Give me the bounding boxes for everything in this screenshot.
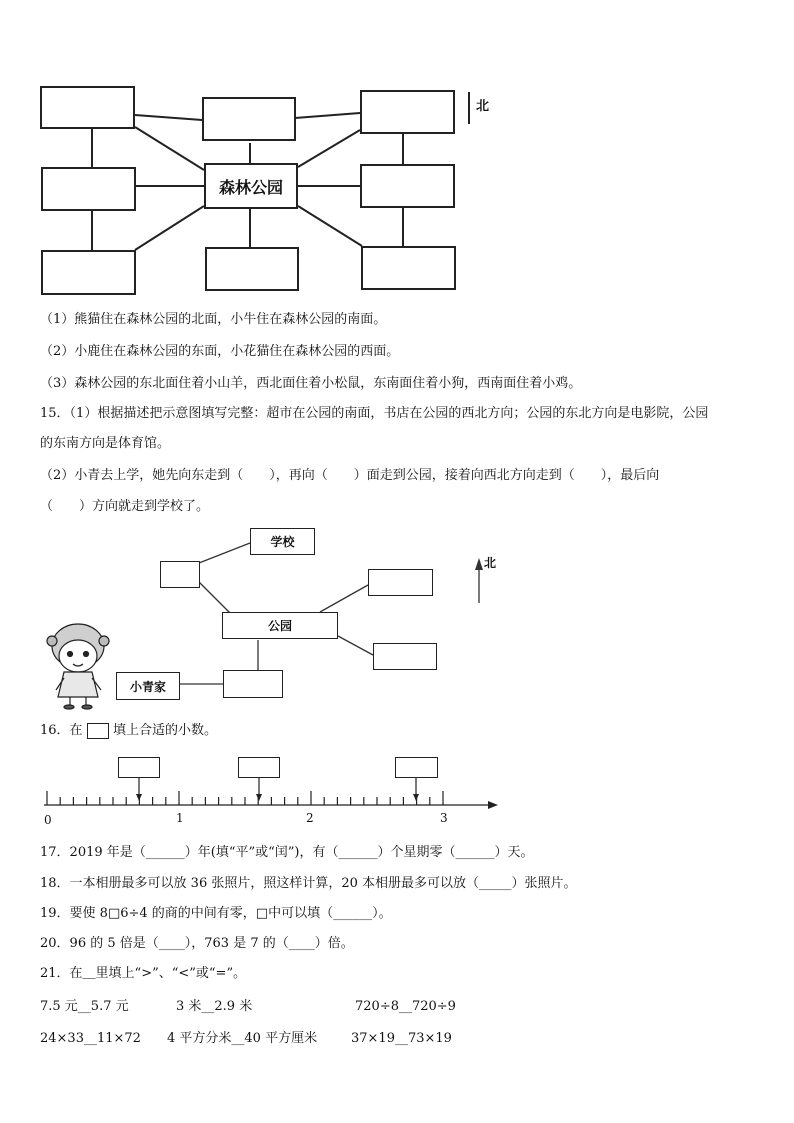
q21-item-2: 3 米__2.9 米 (176, 999, 253, 1014)
q14-line-2: （2）小鹿住在森林公园的东面，小花猫住在森林公园的西面。 (40, 344, 400, 359)
q21-item-1: 7.5 元__5.7 元 (40, 999, 129, 1014)
forest-park-label: 森林公园 (218, 177, 283, 197)
q16-suffix: 填上合适的小数。 (113, 723, 218, 738)
q21-item-6: 37×19__73×19 (351, 1031, 452, 1046)
north-label: 北 (476, 99, 490, 114)
school-label: 学校 (270, 535, 295, 549)
q14-line-1: （1）熊猫住在森林公园的北面，小牛住在森林公园的南面。 (40, 312, 387, 327)
q14-line-3: （3）森林公园的东北面住着小山羊，西北面住着小松鼠，东南面住着小狗，西南面住着小鸡。 (40, 376, 582, 391)
park-label: 公园 (267, 619, 292, 633)
q15-line-3: （2）小青去上学，她先向东走到（ ），再向（ ）面走到公园，接着向西北方向走到（ ），最后向 (40, 468, 660, 483)
tick-label-1: 1 (176, 811, 184, 825)
number-line-answer-box-1[interactable] (118, 757, 160, 778)
q16-prefix: 16．在 (40, 723, 83, 738)
number-line-answer-box-2[interactable] (238, 757, 280, 778)
q20: 20．96 的 5 倍是（____），763 是 7 的（____）倍。 (40, 936, 354, 951)
home-label: 小青家 (129, 679, 166, 694)
q17: 17．2019 年是（______）年(填“平”或“闰”)，有（______）个星期零（______）天。 (40, 845, 534, 860)
q15-line-2: 的东南方向是体育馆。 (40, 436, 171, 451)
tick-label-3: 3 (440, 811, 448, 825)
q19: 19．要使 8□6÷4 的商的中间有零，□中可以填（______）。 (40, 906, 392, 921)
tick-label-0: 0 (44, 813, 52, 827)
north-label-2: 北 (484, 556, 497, 570)
tick-label-2: 2 (306, 811, 314, 825)
q15-line-4: （ ）方向就走到学校了。 (40, 499, 210, 514)
q21-item-3: 720÷8__720÷9 (355, 999, 456, 1014)
q15-line-1: 15．（1）根据描述把示意图填写完整：超市在公园的南面，书店在公园的西北方向；公园的东北方向是电影院，公园 (40, 406, 709, 421)
number-line-answer-box-3[interactable] (395, 757, 438, 778)
q18: 18．一本相册最多可以放 36 张照片，照这样计算，20 本相册最多可以放（_____）张照片。 (40, 876, 577, 891)
q21-item-4: 24×33__11×72 (40, 1031, 141, 1046)
q21-title: 21．在＿里填上“>”、“<”或“=”。 (40, 966, 247, 981)
q21-item-5: 4 平方分米__40 平方厘米 (167, 1031, 318, 1046)
